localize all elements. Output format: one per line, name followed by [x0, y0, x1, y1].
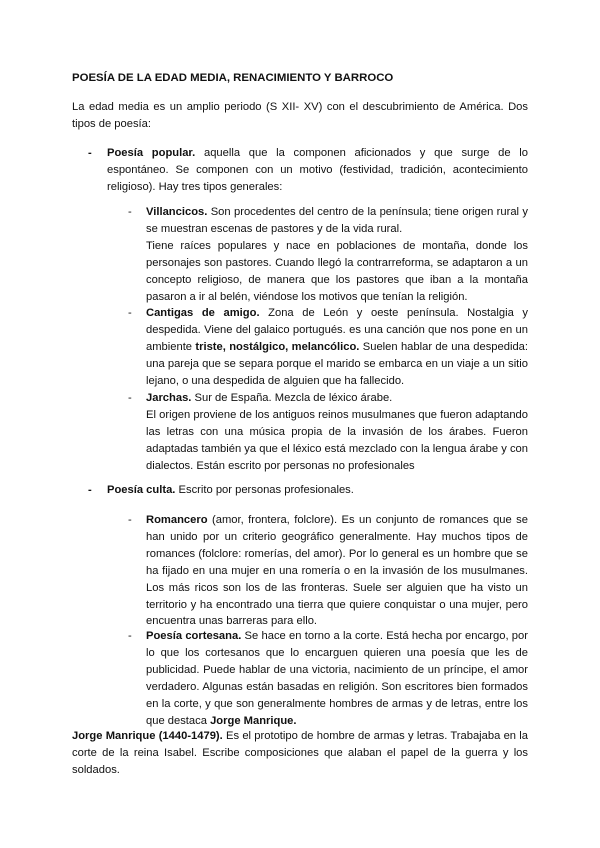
cortesana-text: Se hace en torno a la corte. Está hecha por encargo, por lo que los cortesanos que lo encarguen quieren una poesía que les de publicidad. Puede hablar de una victoria, nacimiento de un príncipe, el amor verdadero. Algunas están basadas en religión. Son escritores bien formados en la corte, y que son generalmente hombres de armas y de letras, entre los que destaca [146, 630, 528, 727]
jarchas-text2: El origen proviene de los antiguos reinos musulmanes que fueron adaptando las letras con una música propia de la invasión de los árabes. Fueron adaptadas también ya que el léxico está mezclado con la lengua árabe y con dialectos. Están escrito por personas no profesionales [146, 408, 528, 472]
item-romancero [146, 512, 528, 630]
manrique-text: Es el prototipo de hombre de armas y letras. Trabajaba en la corte de la reina Isabel. Escribe composiciones que alaban el papel de la guerra y los soldados. [72, 730, 528, 776]
intro-paragraph: La edad media es un amplio periodo (S XII- XV) con el descubrimiento de América. Dos tipos de poesía: [72, 101, 528, 130]
item-villancicos [146, 204, 528, 305]
cantigas-text1: Zona de León y oeste península. Nostalgia y despedida. Viene del galaico portugués. es una canción que nos pone en un ambiente [146, 307, 528, 353]
term-manrique: Jorge Manrique (1440-1479). [72, 730, 223, 742]
villancicos-text2: Tiene raíces populares y nace en poblaciones de montaña, donde los personajes son pastores. Cuando llegó la contrarreforma, se adaptaron a un concepto religioso, de manera que los pastores que iban a la montaña pasaron a ir al belén, viéndose los motivos que tenían la religión. [146, 239, 528, 303]
item-jarchas [146, 390, 528, 475]
item-cortesana [146, 628, 528, 729]
manrique-paragraph [72, 728, 528, 779]
culta-text: Escrito por personas profesionales. [175, 484, 354, 496]
term-cantigas: Cantigas de amigo. [146, 307, 260, 319]
term-jarchas: Jarchas. [146, 392, 192, 404]
section-culta [107, 482, 528, 499]
bullet-dash: - [128, 392, 132, 404]
bullet-dash: - [128, 630, 132, 642]
item-cantigas [146, 305, 528, 390]
term-villancicos: Villancicos. [146, 206, 208, 218]
bullet-dash: - [128, 307, 132, 319]
popular-text: aquella que la componen aficionados y que surge de lo espontáneo. Se componen con un motivo (festividad, tradición, acontecimiento religioso). Hay tres tipos generales: [107, 147, 528, 193]
cantigas-text2: Suelen hablar de una despedida: una pareja que se separa porque el marido se embarca en un viaje a un sitio lejano, o una despedida de alguien que ha fallecido. [146, 340, 528, 387]
term-romancero: Romancero [146, 514, 208, 526]
romancero-text: (amor, frontera, folclore). Es un conjunto de romances que se han unido por un criterio geográfico generalmente. Hay muchos tipos de romances (folclore: romerías, del amor). Por lo general es un hombre que se ha fijado en una mujer en una romería o en la invasión de los musulmanes. Los más ricos son los de las fronteras. Suele ser alguien que ha visto un territorio y ha encontrado una tierra que quiere conquistar o una mujer, pero encuentra unas barreras para ello. [146, 514, 528, 628]
jarchas-text1: Sur de España. Mezcla de léxico árabe. [191, 392, 393, 404]
term-culta: Poesía culta. [107, 484, 176, 496]
bullet-dash: - [128, 514, 132, 526]
bullet-dash: - [88, 484, 92, 496]
jarchas-line1 [146, 390, 528, 407]
section-popular [107, 145, 528, 196]
cantigas-bold: triste, nostálgico, melancólico. [195, 340, 360, 353]
document-title: POESÍA DE LA EDAD MEDIA, RENACIMIENTO Y BARROCO [72, 72, 394, 84]
term-popular: Poesía popular. [107, 147, 196, 159]
cortesana-bold-end: Jorge Manrique. [210, 714, 297, 727]
bullet-dash: - [128, 206, 132, 218]
bullet-dash: - [88, 147, 92, 159]
villancicos-text1: Son procedentes del centro de la península; tiene origen rural y se muestran escenas de pastores y de la vida rural. [146, 206, 528, 235]
term-cortesana: Poesía cortesana. [146, 630, 242, 642]
villancicos-line1 [146, 204, 528, 238]
